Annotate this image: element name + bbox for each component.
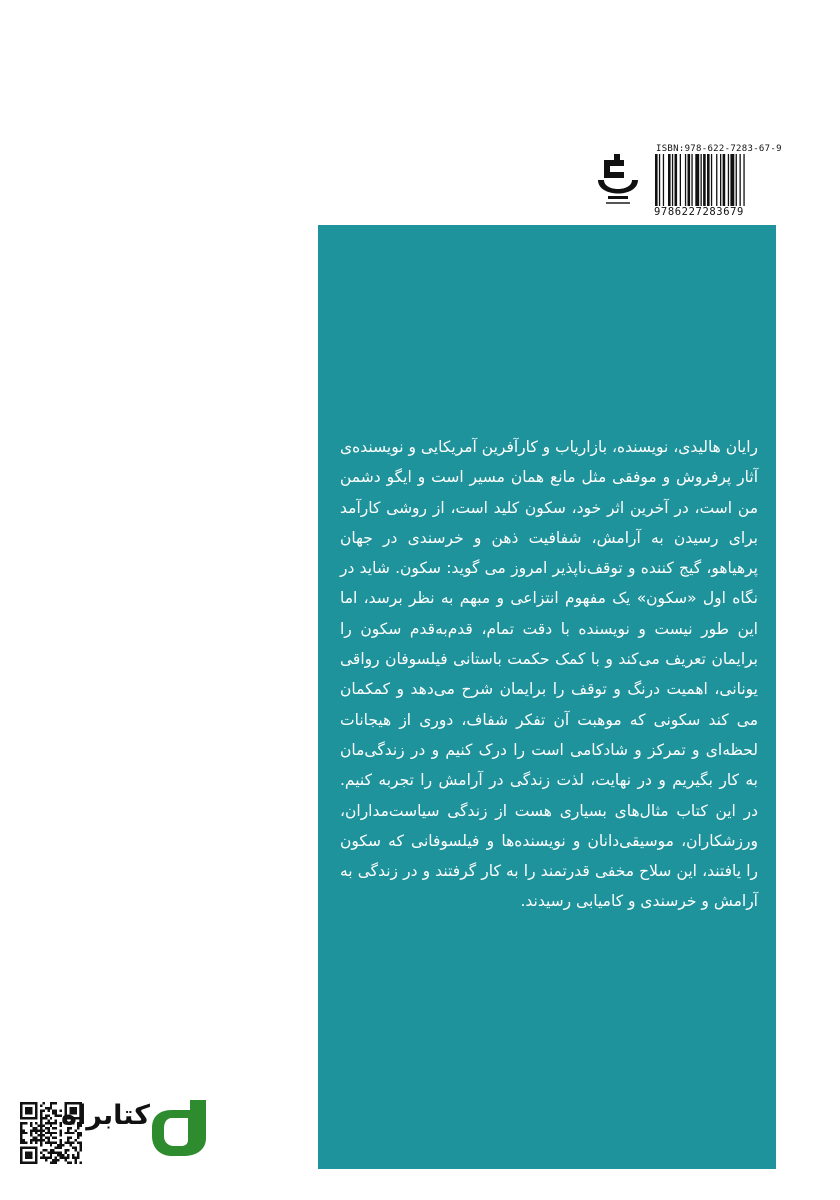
ketabrah-logo-icon	[150, 1098, 208, 1158]
publisher-logo-icon	[590, 150, 646, 216]
barcode-number: 9786227283679	[654, 206, 744, 218]
barcode-icon	[654, 154, 780, 206]
isbn-label: ISBN:978-622-7283-67-9	[656, 144, 782, 154]
book-description: رایان هالیدی، نویسنده، بازاریاب و کارآفرین آمریکایی و نویسنده‌ی آثار پرفروش و موفقی مثل مانع همان مسیر است و ایگو دشمن من است، در آخرین اثر خود، سکون کلید است، از روشی کارآمد برای رسیدن به آرامش، شفافیت ذهن و خرسندی در جهان پرهیاهو، گیج کننده و توقف‌ناپذیر امروز می گوید: سکون. شاید در نگاه اول «سکون» یک مفهوم انتزاعی و مبهم به نظر برسد، اما این طور نیست و نویسنده با دقت تمام، قدم‌به‌قدم سکون را برایمان تعریف می‌کند و با کمک حکمت باستانی فیلسوفان رواقی یونانی، اهمیت درنگ و توقف را برایمان شرح می‌دهد و کمکمان می کند سکونی که موهبت آن تفکر شفاف، دوری از هیجانات لحظه‌ای و تمرکز و شادکامی است را درک کنیم و در زندگی‌مان به کار بگیریم و در نهایت، لذت زندگی در آرامش را تجربه کنیم. در این کتاب مثال‌های بسیاری هست از زندگی سیاست‌مداران، ورزشکاران، موسیقی‌دانان و نویسنده‌ها و فیلسوفانی که سکون را یافتند، این سلاح مخفی قدرتمند را به کار گرفتند و در زندگی به آرامش و خرسندی و کامیابی رسیدند.	[340, 438, 758, 911]
store-name: کتابراه	[61, 1100, 150, 1131]
